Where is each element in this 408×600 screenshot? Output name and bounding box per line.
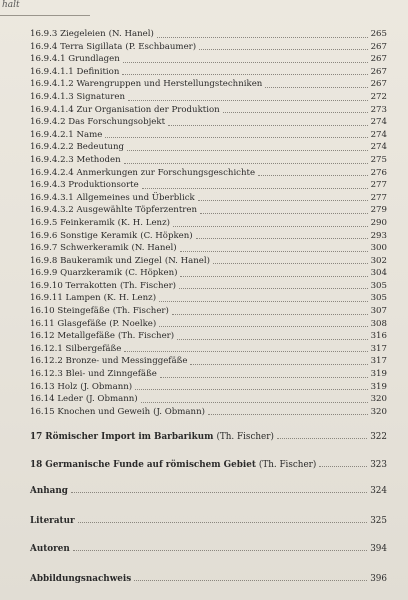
leader-dots — [159, 326, 367, 327]
toc-entry-page: 276 — [370, 167, 387, 178]
toc-chapter-title: Autoren — [30, 544, 70, 555]
toc-chapter-page: 322 — [370, 432, 387, 443]
leader-dots — [265, 87, 367, 88]
toc-entry-author: (Th. Fischer) — [118, 331, 175, 342]
toc-entry-title: 16.9.3 Ziegeleien — [30, 29, 106, 39]
toc-entry-title: 16.9.9 Quarzkeramik — [30, 268, 123, 279]
toc-entry-author: (Th. Fischer) — [112, 306, 169, 317]
toc-entry-page: 267 — [370, 66, 387, 77]
toc-chapter-page: 323 — [370, 460, 387, 471]
toc-entry[interactable] — [30, 381, 387, 394]
toc-entry-page: 302 — [370, 255, 387, 266]
toc-entry-page: 277 — [370, 180, 387, 191]
toc-entry-title: 16.9.8 Baukeramik und Ziegel — [30, 255, 162, 266]
toc-entry-author: (P. Eschbaumer) — [125, 41, 197, 52]
toc-entry[interactable] — [30, 406, 387, 419]
toc-entry-title: 16.9.4.3.2 Ausgewählte Töpferzentren — [30, 205, 198, 216]
toc-entry-title: 16.9.4.1.2 Warengruppen und Herstellungstechniken — [30, 79, 263, 90]
toc-entry[interactable] — [30, 318, 387, 331]
toc-entry-title: 16.9.6 Sonstige Keramik — [30, 230, 138, 241]
toc-entry-author: (J. Obmann) — [85, 394, 138, 405]
toc-entry[interactable] — [30, 230, 387, 243]
toc-entry[interactable] — [30, 217, 387, 230]
leader-dots — [157, 37, 368, 38]
toc-chapters — [30, 432, 387, 584]
toc-entry[interactable] — [30, 368, 387, 381]
toc-chapter[interactable] — [30, 460, 387, 470]
toc-entry[interactable] — [30, 192, 387, 205]
toc-entry-title: 16.9.4.3.1 Allgemeines und Überblick — [30, 192, 195, 203]
head-rule — [0, 15, 90, 16]
toc-entry-title: 16.9.4.1.4 Zur Organisation der Produktion — [30, 104, 220, 115]
toc-chapter-author: (Th. Fischer) — [216, 432, 274, 443]
toc-entry-page: 304 — [370, 268, 387, 279]
toc-entry-page: 272 — [370, 91, 387, 102]
toc-entry[interactable] — [30, 267, 387, 280]
toc-entry-title: 16.9.10 Terrakotten — [30, 280, 117, 291]
leader-dots — [223, 112, 368, 113]
toc-entry-title: 16.9.4.1.3 Signaturen — [30, 91, 125, 102]
leader-dots — [71, 492, 367, 493]
toc-entry-title: 16.12.3 Blei- und Zinngefäße — [30, 369, 157, 380]
toc-entry-page: 305 — [370, 280, 387, 291]
toc-entry-page: 265 — [370, 29, 387, 39]
toc-entry[interactable] — [30, 343, 387, 356]
toc-entry[interactable] — [30, 129, 387, 142]
toc-entry-title: 16.9.7 Schwerkeramik — [30, 243, 129, 254]
toc-chapter-title: Anhang — [30, 486, 68, 497]
toc-entry-page: 317 — [370, 356, 387, 367]
toc-entry-page: 279 — [370, 205, 387, 216]
toc-entry-page: 317 — [370, 343, 387, 354]
toc-entry-title: 16.9.4.2.3 Methoden — [30, 154, 121, 165]
toc-entry[interactable] — [30, 28, 387, 41]
toc-entry-page: 305 — [370, 293, 387, 304]
toc-entry-page: 274 — [370, 142, 387, 153]
table-of-contents — [30, 28, 387, 584]
toc-entry-title: 16.13 Holz — [30, 381, 78, 392]
toc-entry[interactable] — [30, 204, 387, 217]
toc-entry-page: 308 — [370, 318, 387, 329]
leader-dots — [142, 188, 368, 189]
leader-dots — [127, 150, 368, 151]
toc-entry[interactable] — [30, 78, 387, 91]
running-head: halt — [2, 0, 20, 10]
toc-chapter-title: Literatur — [30, 516, 75, 527]
leader-dots — [123, 62, 368, 63]
toc-entry-page: 274 — [370, 117, 387, 128]
toc-entry[interactable] — [30, 280, 387, 293]
leader-dots — [172, 314, 368, 315]
toc-chapter-author: (Th. Fischer) — [258, 460, 317, 471]
toc-entry-title: 16.9.4.1 Grundlagen — [30, 54, 120, 65]
toc-entry[interactable] — [30, 53, 387, 66]
toc-chapter[interactable] — [30, 574, 387, 584]
toc-chapter-page: 325 — [370, 516, 387, 527]
leader-dots — [190, 364, 367, 365]
toc-entry-title: 16.9.4.2 Das Forschungsobjekt — [30, 117, 166, 128]
toc-entry-title: 16.11 Glasgefäße — [30, 318, 107, 329]
toc-entry-title: 16.9.4.2.1 Name — [30, 129, 103, 140]
toc-entry-page: 267 — [370, 41, 387, 52]
leader-dots — [179, 288, 368, 289]
toc-entry[interactable] — [30, 242, 387, 255]
toc-entry-page: 267 — [370, 54, 387, 65]
toc-chapter-title: 18 Germanische Funde auf römischem Gebiet — [30, 460, 256, 471]
toc-chapter[interactable] — [30, 432, 387, 442]
toc-chapter[interactable] — [30, 486, 387, 496]
toc-entry[interactable] — [30, 255, 387, 268]
toc-entry[interactable] — [30, 167, 387, 180]
toc-entry-title: 16.9.11 Lampen — [30, 293, 101, 304]
toc-entry[interactable] — [30, 292, 387, 305]
toc-chapter[interactable] — [30, 544, 387, 554]
toc-entry-author: (C. Höpken) — [140, 230, 193, 241]
toc-entry[interactable] — [30, 179, 387, 192]
toc-entry-page: 320 — [370, 394, 387, 405]
toc-entry-page: 319 — [370, 369, 387, 380]
toc-entry[interactable] — [30, 104, 387, 117]
toc-entry[interactable] — [30, 330, 387, 343]
toc-entry-page: 275 — [370, 154, 387, 165]
toc-entry-author: (K. H. Lenz) — [103, 293, 157, 304]
toc-chapter-title: Abbildungsnachweis — [30, 574, 132, 585]
toc-entry-page: 320 — [370, 406, 387, 417]
leader-dots — [124, 351, 367, 352]
toc-entry[interactable] — [30, 154, 387, 167]
leader-dots — [160, 377, 368, 378]
toc-entry-title: 16.9.4.1.1 Definition — [30, 66, 120, 77]
toc-entry-page: 316 — [370, 331, 387, 342]
leader-dots — [198, 200, 368, 201]
toc-entry-title: 16.9.4.2.2 Bedeutung — [30, 142, 125, 153]
leader-dots — [200, 213, 368, 214]
toc-entry-page: 274 — [370, 129, 387, 140]
toc-entry[interactable] — [30, 116, 387, 129]
leader-dots — [159, 301, 368, 302]
leader-dots — [134, 580, 367, 581]
leader-dots — [199, 49, 367, 50]
toc-chapter-title: 17 Römischer Import im Barbarikum — [30, 432, 214, 443]
leader-dots — [196, 238, 368, 239]
leader-dots — [213, 263, 368, 264]
toc-chapter-page: 324 — [370, 486, 387, 497]
leader-dots — [128, 100, 368, 101]
toc-entry-author: (P. Noelke) — [109, 318, 157, 329]
toc-entry-title: 16.9.5 Feinkeramik — [30, 217, 115, 228]
toc-chapter[interactable] — [30, 516, 387, 526]
leader-dots — [258, 175, 368, 176]
toc-entry-author: (K. H. Lenz) — [117, 217, 170, 228]
leader-dots — [73, 550, 367, 551]
toc-entry-author: (N. Hanel) — [108, 29, 154, 39]
toc-entry-author: (N. Hanel) — [164, 255, 210, 266]
leader-dots — [141, 402, 368, 403]
toc-entry-title: 16.12 Metallgefäße — [30, 331, 116, 342]
toc-entry-title: 16.14 Leder — [30, 394, 83, 405]
leader-dots — [180, 276, 367, 277]
toc-entry-page: 267 — [370, 79, 387, 90]
toc-entry-title: 16.10 Steingefäße — [30, 306, 110, 317]
toc-entry-page: 307 — [370, 306, 387, 317]
toc-entry-page: 277 — [370, 192, 387, 203]
leader-dots — [168, 125, 368, 126]
toc-entry-title: 16.9.4 Terra Sigillata — [30, 41, 123, 52]
leader-dots — [124, 163, 368, 164]
toc-entry-page: 319 — [370, 381, 387, 392]
toc-entry-author: (Th. Fischer) — [119, 280, 177, 291]
toc-entry-author: (J. Obmann) — [153, 406, 205, 417]
toc-entry-title: 16.9.4.2.4 Anmerkungen zur Forschungsgeschichte — [30, 167, 256, 178]
toc-entry-page: 290 — [370, 217, 387, 228]
toc-entry[interactable] — [30, 66, 387, 79]
leader-dots — [122, 74, 367, 75]
leader-dots — [277, 438, 367, 439]
toc-entry-page: 293 — [370, 230, 387, 241]
toc-chapter-page: 396 — [370, 574, 387, 585]
toc-chapter-page: 394 — [370, 544, 387, 555]
leader-dots — [177, 339, 367, 340]
toc-entry-author: (N. Hanel) — [131, 243, 177, 254]
leader-dots — [135, 389, 367, 390]
toc-entry[interactable] — [30, 393, 387, 406]
toc-entry[interactable] — [30, 141, 387, 154]
leader-dots — [180, 251, 368, 252]
toc-entry-title: 16.12.2 Bronze- und Messinggefäße — [30, 356, 188, 367]
toc-entry[interactable] — [30, 305, 387, 318]
leader-dots — [105, 137, 367, 138]
toc-entry[interactable] — [30, 355, 387, 368]
toc-entry-title: 16.15 Knochen und Geweih — [30, 406, 151, 417]
toc-entry-title: 16.9.4.3 Produktionsorte — [30, 180, 139, 191]
toc-entry-page: 273 — [370, 104, 387, 115]
toc-entry[interactable] — [30, 91, 387, 104]
toc-entry-author: (J. Obmann) — [80, 381, 133, 392]
toc-entry-title: 16.12.1 Silbergefäße — [30, 343, 122, 354]
toc-entry[interactable] — [30, 41, 387, 54]
leader-dots — [173, 226, 368, 227]
leader-dots — [78, 522, 368, 523]
leader-dots — [319, 466, 367, 467]
toc-entries — [30, 28, 387, 418]
leader-dots — [208, 414, 368, 415]
toc-entry-author: (C. Höpken) — [125, 268, 178, 279]
toc-entry-page: 300 — [370, 243, 387, 254]
